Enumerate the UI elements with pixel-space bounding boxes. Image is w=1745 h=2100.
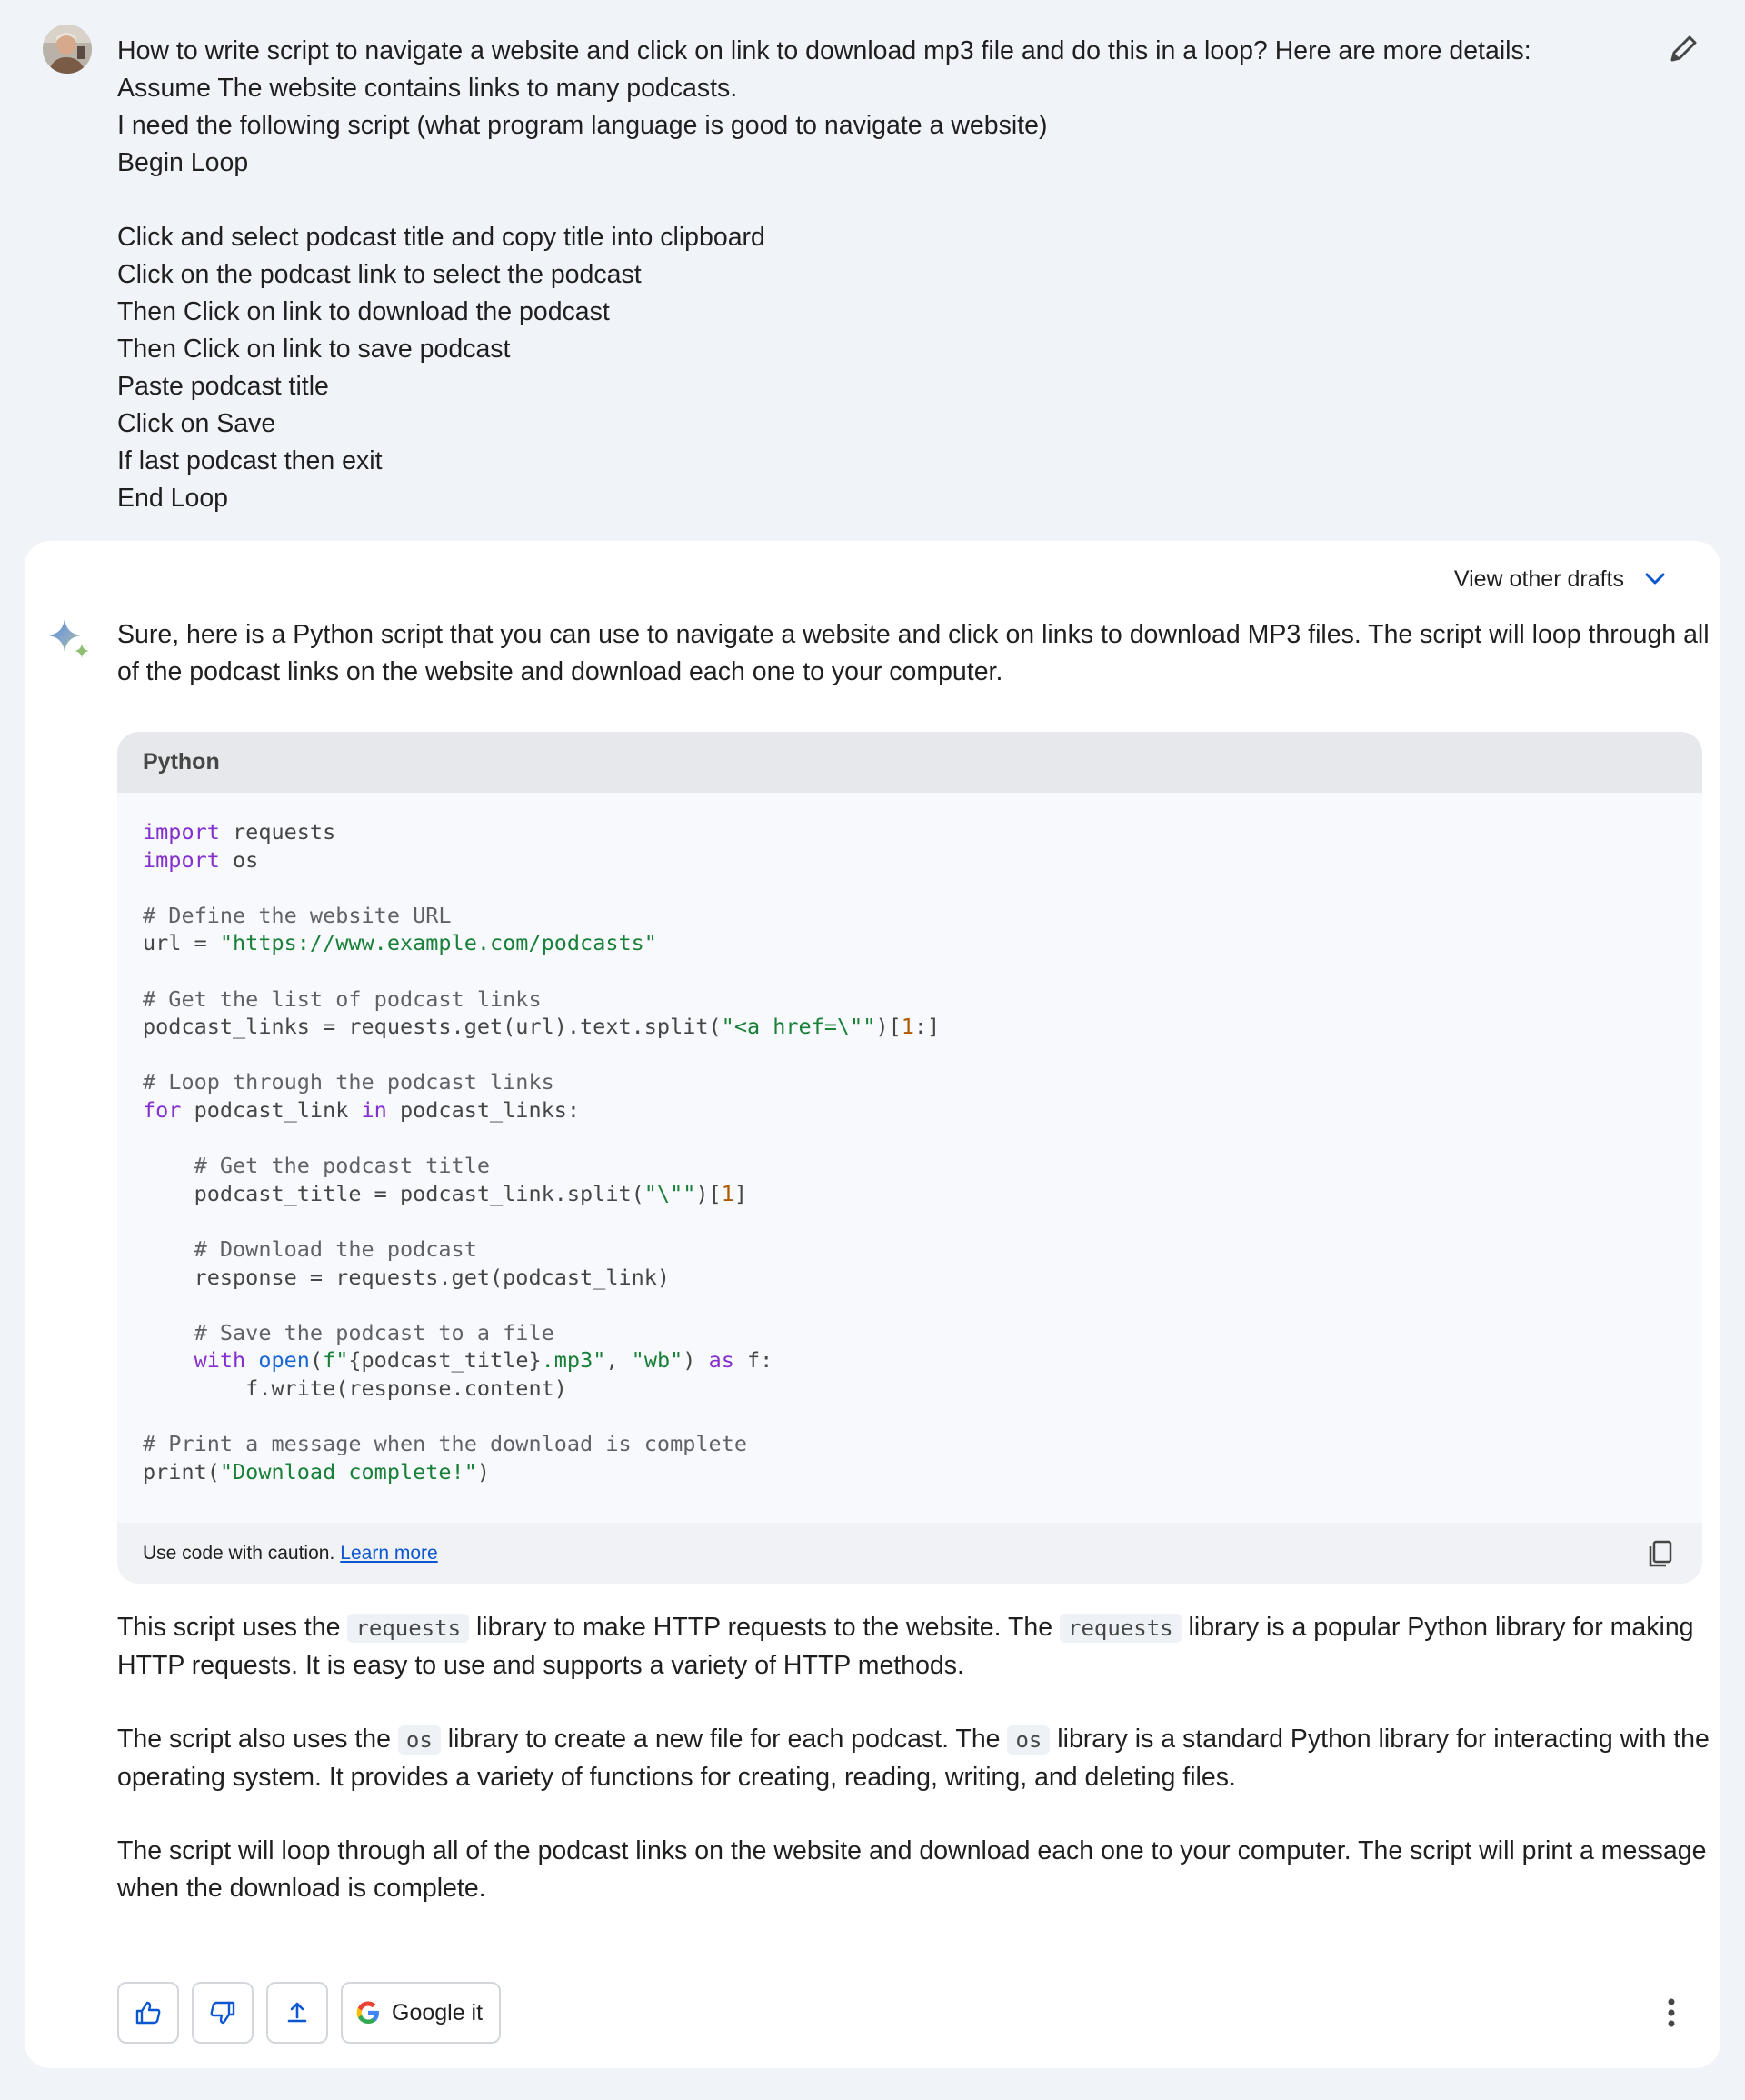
code-token: url = (143, 930, 220, 956)
code-token: 1 (721, 1180, 734, 1206)
more-options-button[interactable] (1651, 1993, 1691, 2033)
code-token (143, 1347, 194, 1373)
prompt-line: I need the following script (what program language is good to navigate a website) (117, 111, 1048, 140)
code-token: # Get the podcast title (194, 1153, 491, 1179)
prompt-line: Click and select podcast title and copy title into clipboard (117, 223, 765, 252)
google-g-icon (354, 1998, 383, 2027)
code-token: # Print a message when the download is complete (143, 1431, 747, 1457)
more-vert-icon (1665, 1997, 1678, 2028)
code-token: "https://www.example.com/podcasts" (219, 930, 657, 956)
code-block (117, 732, 1702, 1584)
code-token: f" (323, 1347, 349, 1374)
code-token: response = requests.get(podcast_link) (143, 1264, 671, 1290)
prompt-line: Begin Loop (117, 148, 249, 177)
code-token: )[ (875, 1014, 902, 1040)
chevron-down-icon (1642, 566, 1668, 592)
google-it-label: Google it (392, 1999, 484, 2025)
prompt-line: How to write script to navigate a website and click on link to download mp3 file and do this in a loop? Here are more details: (117, 36, 1531, 65)
inline-code: requests (1060, 1614, 1182, 1643)
code-line (143, 1319, 1677, 1347)
response-paragraph-loop: The script will loop through all of the podcast links on the website and download each one to your computer. The script will print a message when the download is complete. (117, 1836, 1707, 1903)
code-token (143, 1320, 194, 1345)
prompt-line (117, 182, 1608, 219)
code-line (143, 902, 1677, 930)
thumbs-down-icon (208, 1998, 237, 2027)
code-token: # Loop through the podcast links (143, 1069, 554, 1095)
code-line (143, 874, 1677, 902)
code-token (143, 1236, 194, 1262)
edit-prompt-button[interactable] (1665, 31, 1701, 67)
code-token: with (194, 1347, 246, 1374)
thumbs-down-button[interactable] (192, 1982, 254, 2044)
code-token: for (143, 1096, 182, 1123)
prompt-line: End Loop (117, 484, 229, 513)
code-token: "wb" (631, 1347, 683, 1374)
user-prompt-text (117, 33, 1608, 517)
paragraph-text: library to make HTTP requests to the website. The (469, 1613, 1061, 1642)
code-token: .mp3" (541, 1347, 606, 1374)
code-caution-text: Use code with caution. (143, 1542, 335, 1564)
code-token: 1 (901, 1014, 914, 1040)
code-token: # Download the podcast (194, 1235, 477, 1262)
code-line (143, 1430, 1677, 1458)
code-token: ) (476, 1458, 491, 1485)
prompt-line: Then Click on link to download the podcast (117, 297, 610, 326)
code-token: requests (219, 819, 336, 845)
paragraph-text: library is a standard Python library for interacting with the operating system. It provides a variety of functions for creating, reading, writing, and deleting files. (117, 1725, 1710, 1792)
code-token: in (361, 1096, 387, 1123)
gemini-sparkle-icon (45, 615, 92, 663)
code-line (143, 1207, 1677, 1235)
code-token (143, 1153, 194, 1178)
response-paragraph-os (117, 1721, 1735, 1796)
paragraph-text: library to create a new file for each podcast. The (440, 1725, 1008, 1754)
code-token: f.write(response.content) (143, 1375, 567, 1401)
prompt-line: Paste podcast title (117, 372, 329, 401)
code-line (143, 957, 1677, 985)
learn-more-link[interactable]: Learn more (340, 1542, 438, 1564)
code-line (143, 1402, 1677, 1430)
inline-code: os (398, 1725, 441, 1755)
code-token: open (258, 1347, 310, 1374)
code-token: f: (733, 1347, 773, 1374)
google-it-button[interactable] (341, 1982, 501, 2044)
code-line (143, 1291, 1677, 1319)
code-footer (117, 1523, 1702, 1584)
code-line (143, 1180, 1677, 1208)
code-line (143, 1041, 1677, 1069)
prompt-line: Click on Save (117, 409, 276, 438)
prompt-line: Assume The website contains links to many podcasts. (117, 74, 738, 103)
response-paragraph-requests (117, 1609, 1735, 1685)
code-token: as (708, 1347, 734, 1374)
share-button[interactable] (266, 1982, 328, 2044)
pencil-icon (1665, 31, 1701, 67)
code-token: )[ (695, 1180, 722, 1206)
code-token (245, 1347, 258, 1373)
code-token: # Save the podcast to a file (194, 1319, 554, 1345)
response-action-bar (117, 1982, 501, 2044)
code-token: "\"" (643, 1180, 696, 1206)
code-line (143, 985, 1677, 1014)
inline-code: os (1007, 1725, 1050, 1755)
thumbs-up-button[interactable] (117, 1982, 179, 2044)
code-line (143, 1375, 1677, 1403)
user-message (0, 0, 1745, 536)
code-line (143, 1458, 1677, 1486)
code-line (143, 1125, 1677, 1153)
code-token: :] (913, 1014, 941, 1040)
code-token: import (143, 819, 220, 845)
view-other-drafts-label: View other drafts (1453, 565, 1624, 592)
paragraph-text: library is a popular Python library for making HTTP requests. It is easy to use and supports a variety of HTTP methods. (117, 1613, 1694, 1680)
code-token: podcast_link (181, 1096, 362, 1123)
code-line (143, 929, 1677, 957)
code-token: ( (309, 1347, 324, 1374)
user-avatar[interactable] (43, 25, 92, 74)
code-token: print( (143, 1458, 220, 1485)
code-token: "<a href=\"" (721, 1014, 876, 1040)
code-line (143, 818, 1677, 846)
copy-code-button[interactable] (1644, 1537, 1677, 1570)
code-line (143, 1068, 1677, 1096)
prompt-line: Click on the podcast link to select the podcast (117, 260, 642, 289)
paragraph-text: This script uses the (117, 1613, 348, 1642)
code-line (143, 846, 1677, 875)
code-line (143, 1096, 1677, 1125)
code-token: ] (733, 1180, 747, 1206)
code-content[interactable] (117, 793, 1702, 1485)
code-language-label: Python (117, 732, 1702, 793)
code-line (143, 1013, 1677, 1041)
code-token: {podcast_title} (348, 1347, 542, 1374)
code-token: "Download complete!" (219, 1458, 477, 1485)
code-token: podcast_links: (386, 1096, 581, 1123)
code-token: ) (683, 1347, 709, 1374)
code-token: # Get the list of podcast links (143, 985, 542, 1012)
code-token: podcast_links = requests.get(url).text.split( (143, 1014, 722, 1040)
share-icon (283, 1998, 312, 2027)
response-card (25, 541, 1720, 2068)
code-token: import (143, 846, 220, 873)
inline-code: requests (347, 1614, 469, 1643)
view-other-drafts-button[interactable] (1454, 561, 1668, 597)
paragraph-text: The script also uses the (117, 1725, 398, 1754)
code-token: # Define the website URL (143, 902, 452, 928)
code-token: os (219, 846, 259, 873)
code-line (143, 1235, 1677, 1264)
code-line (143, 1152, 1677, 1180)
prompt-line: If last podcast then exit (117, 446, 383, 475)
code-line (143, 1346, 1677, 1375)
response-intro: Sure, here is a Python script that you can use to navigate a website and click on links to download MP3 files. The script will loop through all of the podcast links on the website and download each one to your computer. (117, 620, 1710, 686)
prompt-line: Then Click on link to save podcast (117, 335, 511, 364)
code-token: podcast_title = podcast_link.split( (143, 1180, 644, 1206)
code-token: , (605, 1347, 632, 1374)
code-line (143, 1264, 1677, 1292)
copy-icon (1644, 1537, 1677, 1570)
thumbs-up-icon (134, 1998, 163, 2027)
